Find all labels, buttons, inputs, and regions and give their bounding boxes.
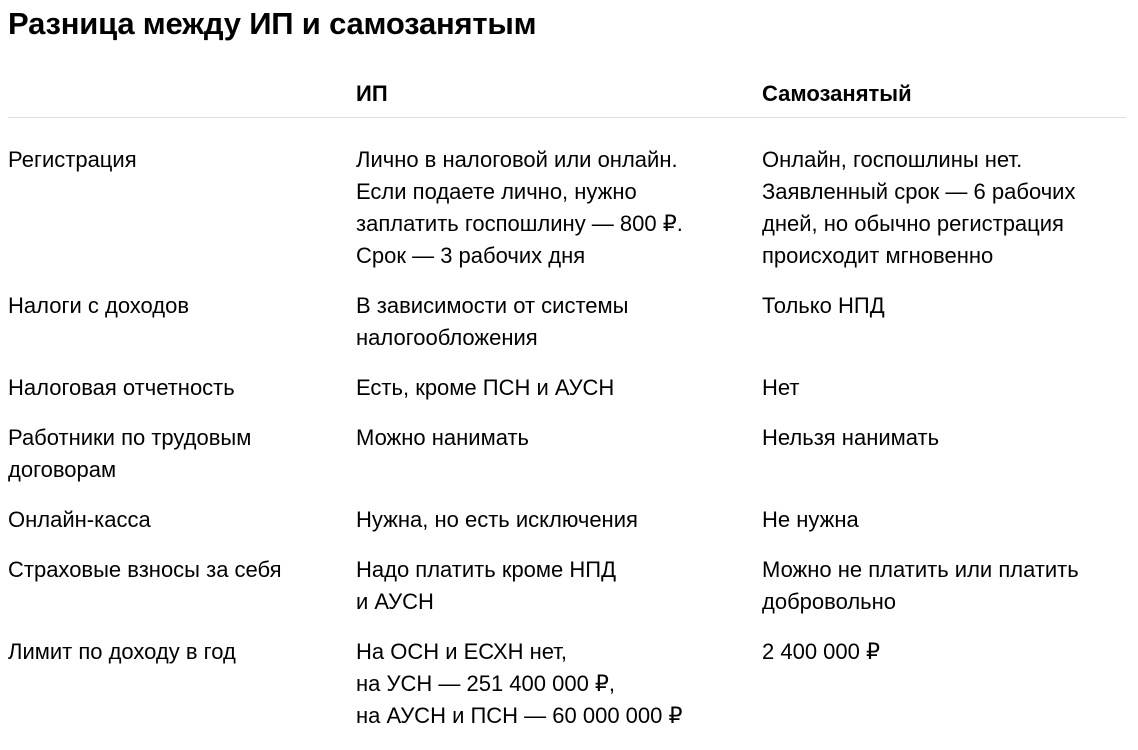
criterion-cell: Страховые взносы за себя <box>8 557 282 582</box>
table-row <box>8 144 1126 272</box>
ip-cell: Лично в налоговой или онлайн. Если подаете лично, нужно заплатить госпошлину — 800 ₽. Срок — 3 рабочих дня <box>356 147 683 268</box>
comparison-table <box>8 76 1126 750</box>
self-employed-cell: 2 400 000 ₽ <box>762 639 880 664</box>
header-self-employed: Самозанятый <box>762 81 912 106</box>
self-employed-cell: Не нужна <box>762 507 859 532</box>
page-title: Разница между ИП и самозанятым <box>8 6 537 41</box>
criterion-cell: Работники по трудовым договорам <box>8 425 252 482</box>
table-row <box>8 504 1126 536</box>
criterion-cell: Лимит по доходу в год <box>8 639 236 664</box>
table-row <box>8 290 1126 354</box>
self-employed-cell: Онлайн, госпошлины нет. Заявленный срок — 6 рабочих дней, но обычно регистрация происходит мгновенно <box>762 147 1076 268</box>
self-employed-cell: Можно не платить или платить добровольно <box>762 557 1079 614</box>
table-row <box>8 554 1126 618</box>
table-body <box>8 118 1126 732</box>
table-row <box>8 636 1126 732</box>
criterion-cell: Регистрация <box>8 147 137 172</box>
header-ip: ИП <box>356 81 388 106</box>
criterion-cell: Налоги с доходов <box>8 293 190 318</box>
self-employed-cell: Нет <box>762 375 800 400</box>
criterion-cell: Онлайн-касса <box>8 507 151 532</box>
ip-cell: На ОСН и ЕСХН нет, на УСН — 251 400 000 ₽, на АУСН и ПСН — 60 000 000 ₽ <box>356 639 683 728</box>
table-header-row <box>8 76 1126 118</box>
ip-cell: Можно нанимать <box>356 425 530 450</box>
ip-cell: Надо платить кроме НПД и АУСН <box>356 557 616 614</box>
ip-cell: Есть, кроме ПСН и АУСН <box>356 375 615 400</box>
ip-cell: Нужна, но есть исключения <box>356 507 638 532</box>
table-row <box>8 422 1126 486</box>
table-row <box>8 372 1126 404</box>
self-employed-cell: Нельзя нанимать <box>762 425 940 450</box>
ip-cell: В зависимости от системы налогообложения <box>356 293 629 350</box>
self-employed-cell: Только НПД <box>762 293 885 318</box>
criterion-cell: Налоговая отчетность <box>8 375 235 400</box>
